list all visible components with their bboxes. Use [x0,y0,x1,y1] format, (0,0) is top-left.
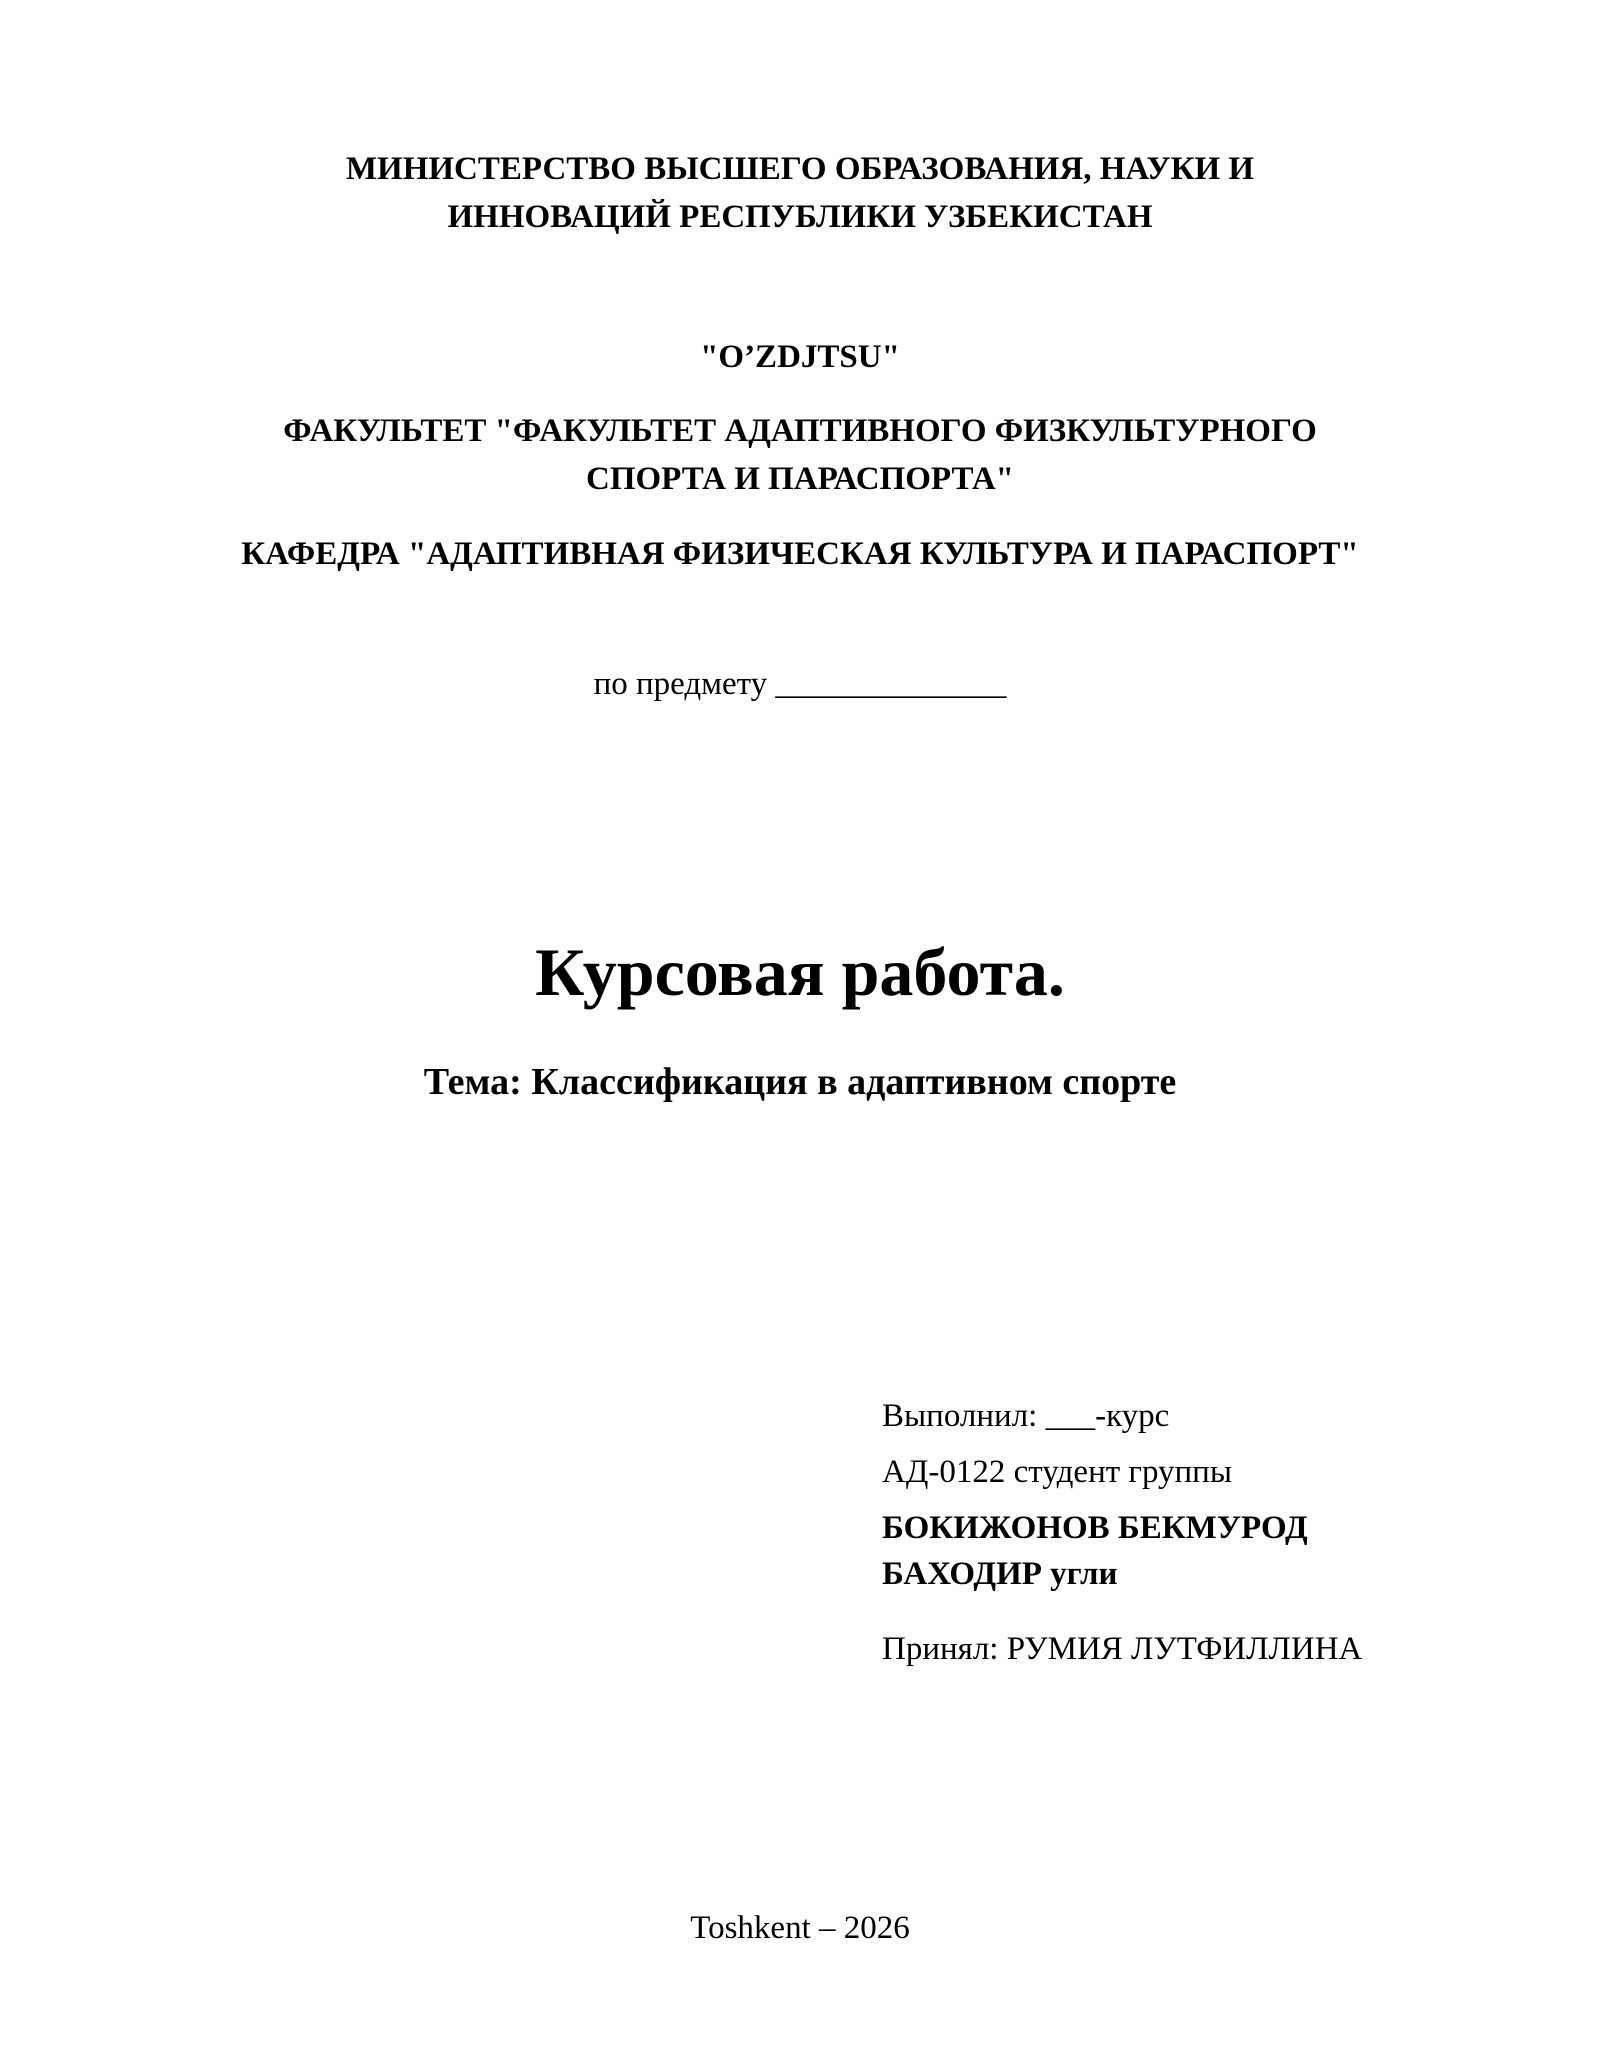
city-year: Toshkent – 2026 [690,1910,910,1946]
ministry-line-1: МИНИСТЕРСТВО ВЫСШЕГО ОБРАЗОВАНИЯ, НАУКИ И [345,151,1255,187]
done-by-line: Выполнил: ___-курс [882,1398,1170,1434]
accepted-by-line: Принял: РУМИЯ ЛУТФИЛЛИНА [882,1631,1363,1667]
department-name: КАФЕДРА "АДАПТИВНАЯ ФИЗИЧЕСКАЯ КУЛЬТУРА И ПАРАСПОРТ" [241,536,1359,572]
faculty-line-2: СПОРТА И ПАРАСПОРТА" [586,461,1014,497]
ministry-line-2: ИННОВАЦИЙ РЕСПУБЛИКИ УЗБЕКИСТАН [447,199,1153,235]
faculty-line-1: ФАКУЛЬТЕТ "ФАКУЛЬТЕТ АДАПТИВНОГО ФИЗКУЛЬТУРНОГО [283,413,1317,449]
work-title: Курсовая работа. [535,934,1065,1010]
group-line: АД-0122 студент группы [882,1454,1232,1490]
student-name-line-2: БАХОДИР угли [882,1556,1118,1592]
university-name: "O’ZDJTSU" [700,339,900,375]
student-name-line-1: БОКИЖОНОВ БЕКМУРОД [882,1510,1308,1546]
subject-line: по предмету ______________ [593,666,1007,702]
topic-line: Тема: Классификация в адаптивном спорте [423,1061,1177,1103]
